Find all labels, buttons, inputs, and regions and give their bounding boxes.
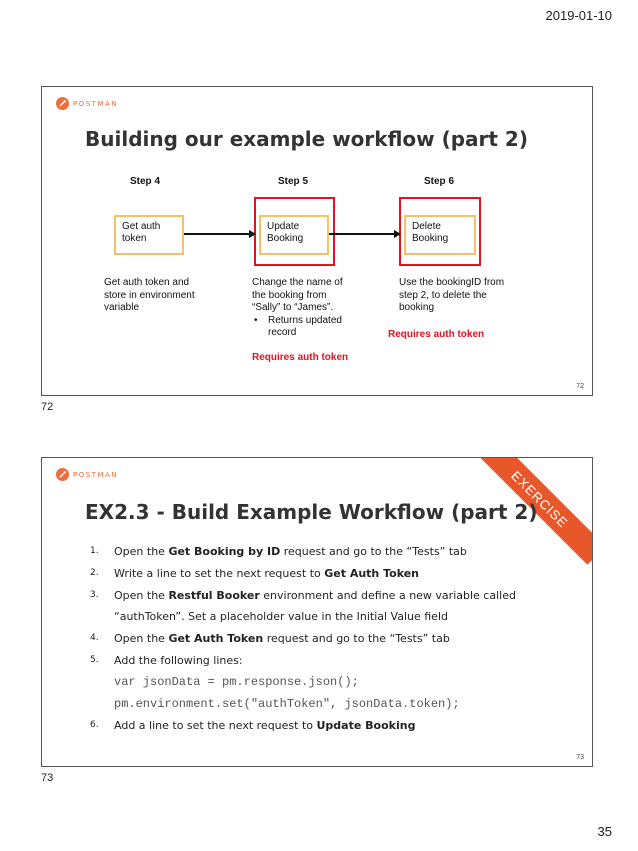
step-5-auth-note: Requires auth token [252,352,349,363]
step-number: 1. [90,546,99,556]
step-text-continued: “authToken”. Set a placeholder value in the Initial Value field [114,610,448,624]
step-6-box [404,215,476,255]
step-5-label: Step 5 [278,176,309,187]
postman-logo [56,97,118,110]
postman-logo-text: POSTMAN [73,99,119,108]
step-number: 3. [90,589,99,600]
step-4-box [114,215,184,255]
step-6-desc-line: Use the bookingID from [399,277,505,288]
step-5-box-line-2: Booking [267,233,304,244]
step-5-bullet [252,315,343,340]
exercise-step [90,715,560,737]
step-6-box-line-2: Booking [412,233,449,244]
exercise-step [90,628,560,650]
code-line: pm.environment.set("authToken", jsonData.token); [114,696,460,711]
slide-number: 73 [576,754,584,761]
step-number: 2. [90,567,99,578]
step-4-label: Step 4 [130,176,161,187]
step-6-box-line-1: Delete [412,221,441,232]
step-4-desc-line: Get auth token and [104,277,190,288]
slide-72 [41,86,593,396]
slide-caption-72: 72 [41,401,54,413]
step-text-bold: Update Booking [316,719,416,733]
step-5-box-line-1: Update [267,221,300,232]
exercise-steps [90,541,560,737]
step-5-bullet-text-cont: record [268,327,297,338]
step-5-bullet-text: Returns updated [268,314,342,326]
step-text: Open the [114,632,169,646]
slide-title: EX2.3 - Build Example Workflow (part 2) [85,500,538,524]
arrow-step-4-to-5 [184,233,250,235]
step-5-desc-line: “Sally” to “James”. [252,302,334,313]
step-text: request and go to the “Tests” tab [263,632,450,646]
postman-logo-icon [56,468,69,481]
step-text: Open the [114,545,169,558]
step-text: Add a line to set the next request to [114,719,317,733]
step-5-desc-line: the booking from [252,289,327,301]
slide-caption-73: 73 [41,772,54,784]
step-4-desc-line: variable [104,302,140,313]
step-4-description [104,277,195,315]
postman-logo-icon [56,97,69,110]
step-6-desc-line: step 2, to delete the [399,289,487,301]
step-5-description [252,277,343,340]
step-4-box-line-2: token [122,233,147,244]
step-number: 4. [90,633,99,644]
postman-logo [56,468,118,481]
step-text: Write a line to set the next request to [114,566,325,580]
step-6-label: Step 6 [424,176,455,187]
exercise-step [90,585,560,629]
exercise-step [90,541,560,563]
slide-73 [41,457,593,767]
exercise-step [90,650,560,715]
code-line: var jsonData = pm.response.json(); [114,674,359,689]
arrow-step-5-to-6 [329,233,395,235]
step-text: request and go to the “Tests” tab [280,545,467,558]
step-text: environment and define a new variable called [259,588,516,602]
arrow-head-icon [394,230,401,238]
slide-number: 72 [576,383,584,390]
step-text-bold: Restful Booker [168,588,260,602]
page-date: 2019-01-10 [545,8,612,23]
step-5-desc-line: Change the name of [252,277,343,288]
step-4-desc-line: store in environment [104,289,195,301]
page-number: 35 [597,824,612,839]
postman-logo-text: POSTMAN [73,470,119,479]
step-6-description [399,277,504,315]
step-5-bullets [252,315,343,340]
step-text-bold: Get Auth Token [324,566,420,580]
arrow-head-icon [249,230,256,238]
step-6-desc-line: booking [399,302,435,313]
step-5-box [259,215,329,255]
exercise-ribbon-text: EXERCISE [508,467,572,531]
step-text: Open the [114,588,169,602]
step-number: 6. [90,720,99,731]
step-text-bold: Get Booking by ID [168,545,281,558]
step-6-auth-note: Requires auth token [388,329,485,340]
step-text: Add the following lines: [114,653,243,667]
step-4-box-line-1: Get auth [122,221,161,232]
exercise-step [90,563,560,585]
step-number: 5. [90,654,99,665]
slide-title: Building our example workflow (part 2) [85,127,528,151]
step-text-bold: Get Auth Token [168,632,264,646]
